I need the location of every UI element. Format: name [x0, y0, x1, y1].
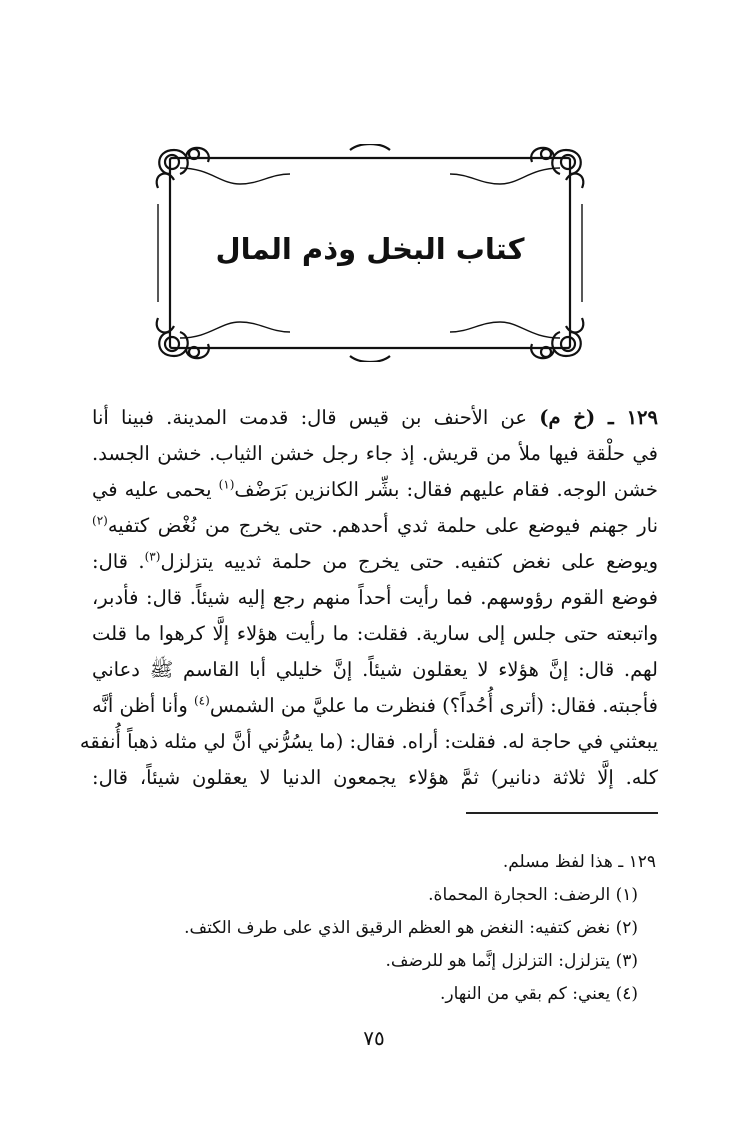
- hadith-number: ١٢٩ ـ (خ م): [539, 406, 658, 429]
- text-line: واتبعته حتى جلس إلى سارية. فقلت: ما رأيت هؤلاء إلَّا كرهوا ما قلت: [92, 622, 658, 645]
- text-line: ويوضع على نغض كتفيه. حتى يخرج من حلمة ثدييه يتزلزل$^{(٣)}$. قال:: [92, 549, 658, 573]
- text-line: خشن الوجه. فقام عليهم فقال: بشِّر الكانزين بَرَضْف$^{(١)}$ يحمى عليه في: [92, 477, 658, 501]
- text-line: في حلْقة فيها ملأ من قريش. إذ جاء رجل خشن الثياب. خشن الجسد.: [92, 442, 658, 465]
- footnote: (١) الرضف: الحجارة المحماة.: [428, 885, 638, 905]
- footnotes: [136, 846, 656, 1011]
- footnote-marker: (٢): [92, 513, 108, 528]
- chapter-title-frame: [150, 144, 590, 362]
- footnote-marker: (١): [218, 477, 235, 492]
- footnote: (٢) نغض كتفيه: النغض هو العظم الرقيق الذي على طرف الكتف.: [184, 918, 638, 938]
- text-line: ١٢٩ ـ (خ م) عن الأحنف بن قيس قال: قدمت المدينة. فبينا أنا: [92, 406, 658, 429]
- text-line: كله. إلَّا ثلاثة دنانير) ثمَّ هؤلاء يجمعون الدنيا لا يعقلون شيئاً، قال:: [92, 766, 658, 789]
- footnote-divider: [466, 812, 658, 814]
- hadith-text: [79, 400, 659, 796]
- footnote-marker: (٣): [144, 549, 161, 564]
- footnote-marker: (٤): [193, 693, 210, 708]
- footnote: (٣) يتزلزل: التزلزل إنَّما هو للرضف.: [385, 951, 638, 971]
- text-line: لهم. قال: إنَّ هؤلاء لا يعقلون شيئاً. إنَّ خليلي أبا القاسم ﷺ دعاني: [92, 658, 658, 681]
- page-number: ٧٥: [363, 1026, 385, 1050]
- chapter-title: كتاب البخل وذم المال: [215, 232, 525, 266]
- text-line: فوضع القوم رؤوسهم. فما رأيت أحداً منهم رجع إليه شيئاً. قال: فأدبر،: [92, 586, 658, 609]
- text-line: نار جهنم فيوضع على حلمة ثدي أحدهم. حتى يخرج من نُغْض كتفيه$^{(٢)}$: [92, 513, 658, 537]
- footnote: (٤) يعني: كم بقي من النهار.: [439, 984, 638, 1004]
- text-line: فأجبته. فقال: (أترى أُحُداً؟) فنظرت ما عليَّ من الشمس$^{(٤)}$ وأنا أظن أنَّه: [92, 693, 659, 717]
- text-line: يبعثني في حاجة له. فقلت: أراه. فقال: (ما يسُرُّني أنَّ لي مثله ذهباً أُنفقه: [79, 730, 658, 753]
- footnote: ١٢٩ ـ هذا لفظ مسلم.: [502, 852, 656, 872]
